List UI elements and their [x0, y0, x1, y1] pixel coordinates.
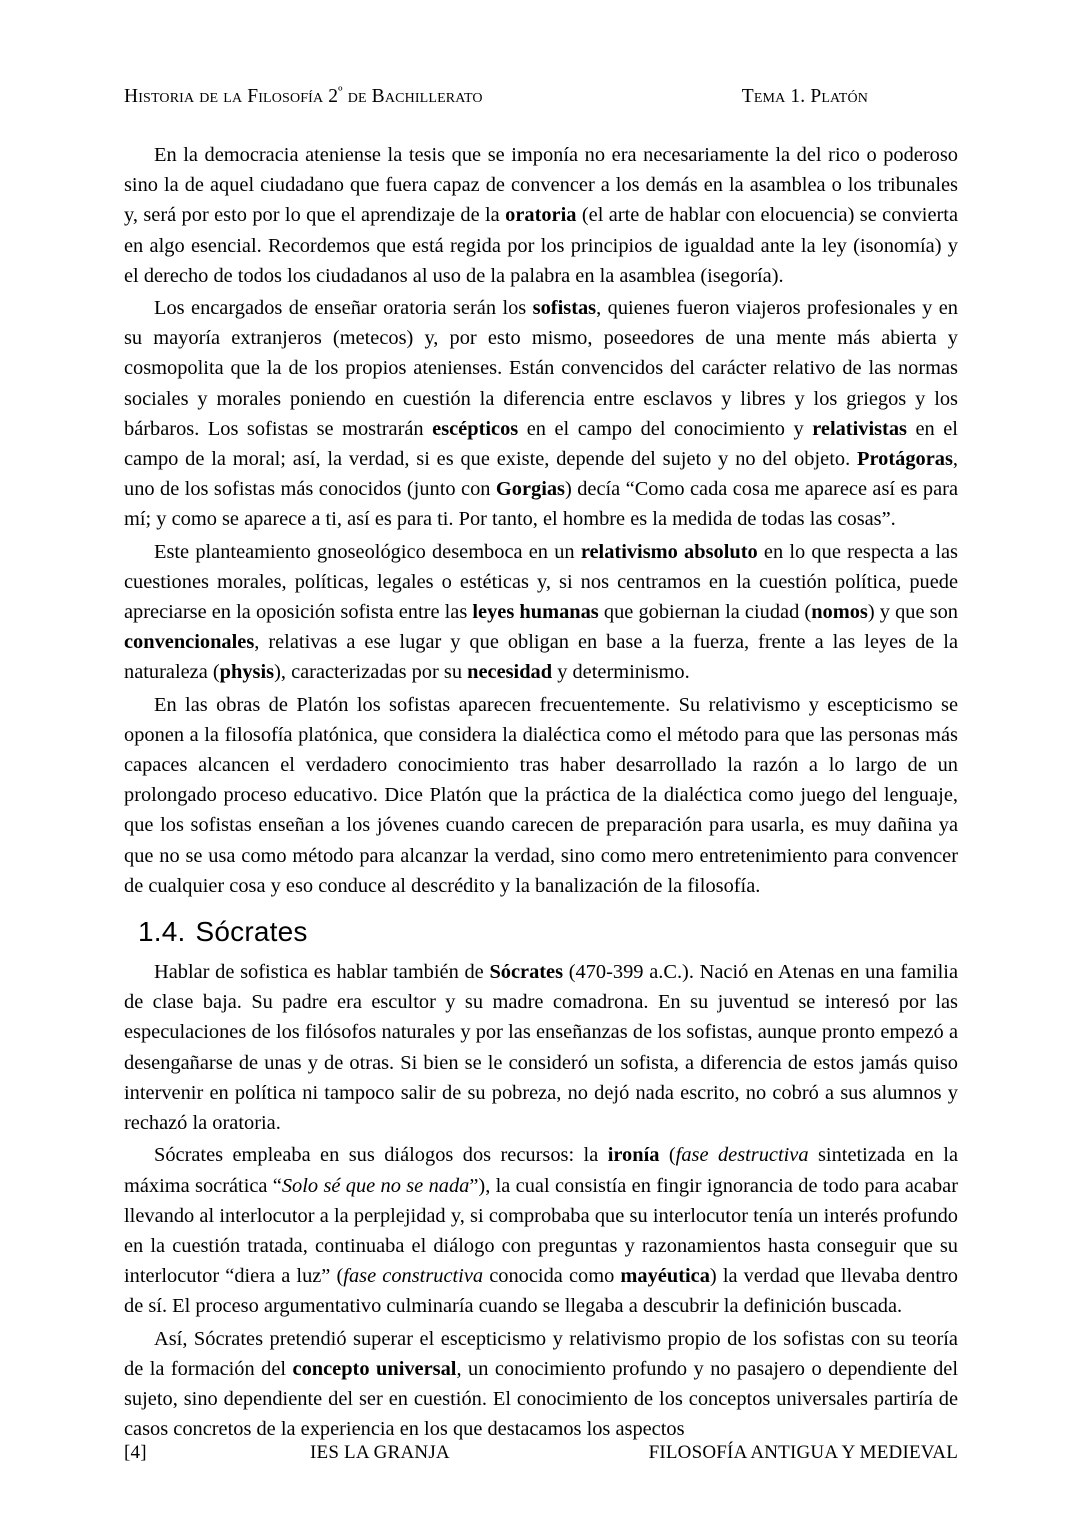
paragraph-concepto-universal	[124, 1324, 958, 1445]
paragraph-socrates-biografia	[124, 957, 958, 1138]
running-header	[124, 84, 958, 108]
header-topic-title: Tema 1. Platón	[741, 85, 868, 107]
text-run: Hablar de sofistica es hablar también de	[154, 961, 490, 984]
section-number: 1.4.	[138, 916, 186, 948]
section-title: Sócrates	[195, 916, 308, 948]
paragraph-obras-platon	[124, 690, 958, 901]
text-run: Así, Sócrates pretendió superar el escepticismo y relativismo propio de los sofistas con su teoría de la formación del	[124, 1327, 958, 1380]
header-ordinal-indicator: º	[338, 84, 343, 100]
text-run: ) decía “Como cada cosa me aparece así es para mí; y como se aparece a ti, así es para ti. Por tanto, el hombre es la medida de todas las cosas”.	[124, 478, 958, 531]
bold-term-relativismo-absoluto: relativismo absoluto	[580, 540, 758, 563]
bold-term-convencionales: convencionales	[124, 631, 255, 654]
text-run: conocida como	[483, 1265, 621, 1288]
footer-institution: IES LA GRANJA	[310, 1442, 450, 1463]
bold-term-escepticos: escépticos	[432, 417, 519, 440]
bold-term-gorgias: Gorgias	[495, 478, 565, 501]
footer-page-number: [4]	[124, 1442, 147, 1463]
text-run: ”), la cual consistía en fingir ignorancia de todo para acabar llevando al interlocutor a la perplejidad y, si comprobaba que su interlocutor tenía un interés profundo en la cuestión tratada, continuaba el diálogo con preguntas y razonamientos hasta conseguir que su interlocutor “diera a luz” (	[124, 1174, 959, 1288]
text-run: En la democracia ateniense la tesis que se imponía no era necesariamente la del rico o poderoso sino la de aquel ciudadano que fuera capaz de convencer a los demás en la asamblea o los tribunales y, será por esto por lo que el aprendizaje de la	[124, 144, 958, 227]
bold-term-leyes-humanas: leyes humanas	[472, 601, 599, 624]
bold-term-physis: physis	[219, 661, 275, 684]
text-run: ), caracterizadas por su	[274, 661, 468, 684]
bold-term-mayeutica: mayéutica	[620, 1265, 710, 1288]
section-heading-socrates	[124, 913, 958, 951]
bold-term-protagoras: Protágoras	[857, 448, 953, 471]
paragraph-ironia-mayeutica	[124, 1140, 958, 1321]
text-run: Sócrates empleaba en sus diálogos dos recursos: la	[154, 1144, 608, 1167]
text-run: , uno de los sofistas más conocidos (junto con	[124, 448, 958, 501]
text-run: en el campo de la moral; así, la verdad, si es que existe, depende del sujeto y no del objeto.	[124, 417, 958, 471]
header-course-title-suffix: de Bachillerato	[342, 85, 483, 107]
text-run: en el campo del conocimiento y	[518, 417, 813, 440]
bold-term-nomos: nomos	[811, 601, 868, 624]
text-run: y determinismo.	[552, 661, 690, 684]
bold-term-sofistas: sofistas	[532, 297, 597, 320]
bold-term-oratoria: oratoria	[505, 204, 577, 227]
paragraph-democracia	[124, 140, 958, 291]
document-body	[124, 140, 958, 1446]
bold-term-ironia: ironía	[607, 1144, 660, 1167]
text-run: ) y que son	[867, 601, 958, 624]
paragraph-sofistas	[124, 293, 958, 535]
italic-quote-solo-se: Solo sé que no se nada	[281, 1174, 470, 1197]
footer-subject: FILOSOFÍA ANTIGUA Y MEDIEVAL	[648, 1442, 958, 1463]
text-run: que gobiernan la ciudad (	[598, 601, 812, 624]
bold-term-socrates: Sócrates	[489, 961, 564, 984]
text-run: Este planteamiento gnoseológico desemboca en un	[154, 540, 581, 563]
text-run: ) la verdad que llevaba dentro de sí. El proceso argumentativo culminaría cuando se llegaba a descubrir la definición buscada.	[124, 1265, 958, 1318]
text-run: , quienes fueron viajeros profesionales y en su mayoría extranjeros (metecos) y, por esto mismo, poseedores de una mente más abierta y cosmopolita que la de los propios atenienses. Están convencidos del carácter relativo de las normas sociales y morales poniendo en cuestión la diferencia entre esclavos y libres y los griegos y los bárbaros. Los sofistas se mostrarán	[124, 297, 959, 440]
text-run: sintetizada en la máxima socrática “	[124, 1144, 958, 1197]
text-run: en lo que respecta a las cuestiones morales, políticas, legales o estéticas y, si nos centramos en la cuestión política, puede apreciarse en la oposición sofista entre las	[124, 540, 958, 624]
text-run: Los encargados de enseñar oratoria serán los	[154, 297, 533, 320]
bold-term-necesidad: necesidad	[467, 661, 553, 684]
text-run: , relativas a ese lugar y que obligan en base a la fuerza, frente a las leyes de la naturaleza (	[124, 631, 958, 684]
text-run: , un conocimiento profundo y no pasajero o dependiente del sujeto, sino dependiente del ser en cuestión. El conocimiento de los conceptos universales partiría de casos concretos de la experiencia en los que destacamos los aspectos	[124, 1357, 958, 1441]
text-run: (	[659, 1144, 676, 1167]
text-run: (el arte de hablar con elocuencia) se convierta en algo esencial. Recordemos que está regida por los principios de igualdad ante la ley (isonomía) y el derecho de todos los ciudadanos al uso de la palabra en la asamblea (isegoría).	[124, 204, 959, 287]
text-run: En las obras de Platón los sofistas aparecen frecuentemente. Su relativismo y escepticismo se oponen a la filosofía platónica, que considera la dialéctica como el método para que las personas más capaces alcancen el verdadero conocimiento tras haber desarrollado la razón a lo largo de un prolongado proceso educativo. Dice Platón que la práctica de la dialéctica como juego del lenguaje, que los sofistas enseñan a los jóvenes cuando carecen de preparación para usarla, es muy dañina ya que no se usa como método para alcanzar la verdad, sino como mero entretenimiento para convencer de cualquier cosa y eso conduce al descrédito y la banalización de la filosofía.	[124, 693, 958, 897]
bold-term-relativistas: relativistas	[812, 417, 907, 440]
paragraph-relativismo	[124, 537, 958, 688]
text-run: (470-399 a.C.). Nació en Atenas en una familia de clase baja. Su padre era escultor y su madre comadrona. En su juventud se interesó por las especulaciones de los filósofos naturales y por las enseñanzas de los sofistas, aunque pronto empezó a desengañarse de unas y de otras. Si bien se le consideró un sofista, a diferencia de estos jamás quiso intervenir en política ni tampoco salir de su pobreza, no dejó nada escrito, no cobró a sus alumnos y rechazó la oratoria.	[124, 961, 958, 1135]
header-course-title	[124, 84, 483, 108]
bold-term-concepto-universal: concepto universal	[292, 1357, 457, 1380]
italic-term-fase-constructiva: fase constructiva	[343, 1265, 484, 1288]
header-course-title-prefix: Historia de la Filosofía 2	[124, 85, 339, 107]
italic-term-fase-destructiva: fase destructiva	[675, 1144, 809, 1167]
